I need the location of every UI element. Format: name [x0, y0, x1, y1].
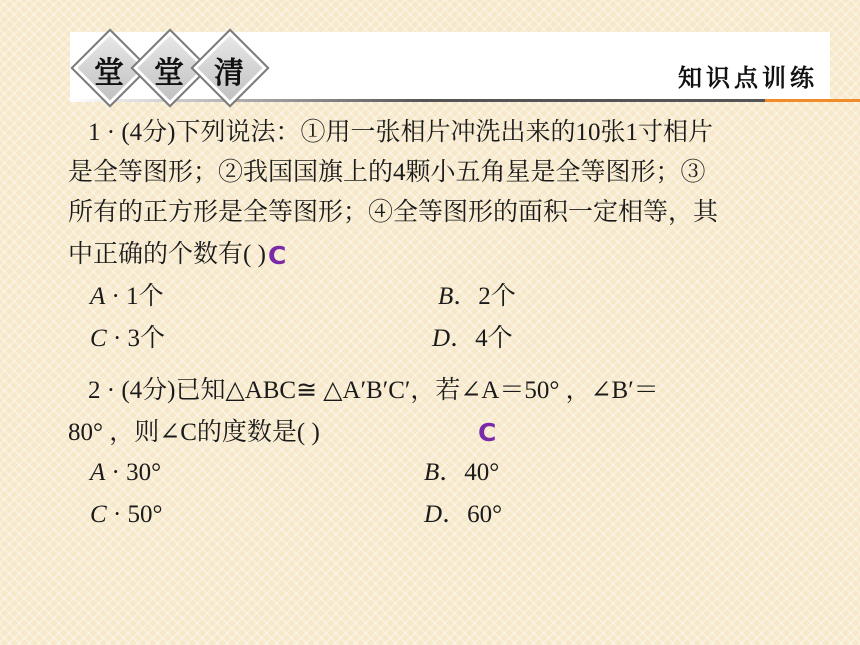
option-letter: B: [438, 283, 454, 310]
option-letter: B: [424, 459, 440, 486]
question-1-option-d: [432, 324, 513, 354]
question-2-answer: C: [478, 418, 497, 447]
option-text: 1个: [126, 283, 164, 310]
option-separator: ．: [439, 459, 465, 486]
option-text: 60°: [467, 501, 503, 528]
question-1-option-b: [438, 282, 516, 312]
option-letter: D: [424, 501, 443, 528]
option-separator: ．: [442, 501, 468, 528]
question-1-line-2: 是全等图形；②我国国旗上的4颗小五角星是全等图形；③: [68, 159, 706, 186]
question-2-option-d: [424, 500, 502, 530]
option-text: 3个: [127, 325, 166, 352]
banner-tag: 知识点训练: [678, 64, 818, 92]
question-1-line-4: 中正确的个数有( ): [68, 241, 266, 268]
option-text: 50°: [127, 501, 163, 528]
option-text: 2个: [478, 283, 516, 310]
question-2-option-a: [90, 458, 161, 488]
option-separator: ．: [450, 325, 476, 352]
option-letter: D: [432, 325, 451, 352]
option-letter: C: [90, 501, 107, 528]
option-letter: C: [90, 325, 107, 352]
badge-char-2: 堂: [154, 56, 184, 91]
option-text: 30°: [126, 459, 162, 486]
option-letter: A: [90, 459, 106, 486]
question-1-line-3: 所有的正方形是全等图形；④全等图形的面积一定相等，其: [68, 199, 719, 226]
option-separator: ·: [106, 325, 128, 352]
option-separator: ·: [105, 283, 127, 310]
question-2-line-2: 80° ，则∠C的度数是( ): [68, 419, 320, 446]
option-letter: A: [90, 283, 106, 310]
question-1-option-c: [90, 324, 165, 354]
option-text: 40°: [464, 459, 500, 486]
option-separator: ·: [105, 459, 127, 486]
option-separator: ·: [106, 501, 128, 528]
question-2-line-1: 2 · (4分)已知△ABC≅ △A′B′C′，若∠A＝50° ，∠B′＝: [88, 377, 659, 404]
option-text: 4个: [475, 325, 513, 352]
question-1-option-a: [90, 282, 164, 312]
badge-char-3: 清: [214, 56, 244, 91]
question-1-answer: C: [268, 241, 287, 270]
badge-char-1: 堂: [94, 56, 124, 91]
question-2-option-b: [424, 458, 499, 488]
question-2-option-c: [90, 500, 163, 530]
option-separator: ．: [453, 283, 479, 310]
question-1-line-1: 1 · (4分)下列说法：①用一张相片冲洗出来的10张1寸相片: [88, 119, 713, 146]
